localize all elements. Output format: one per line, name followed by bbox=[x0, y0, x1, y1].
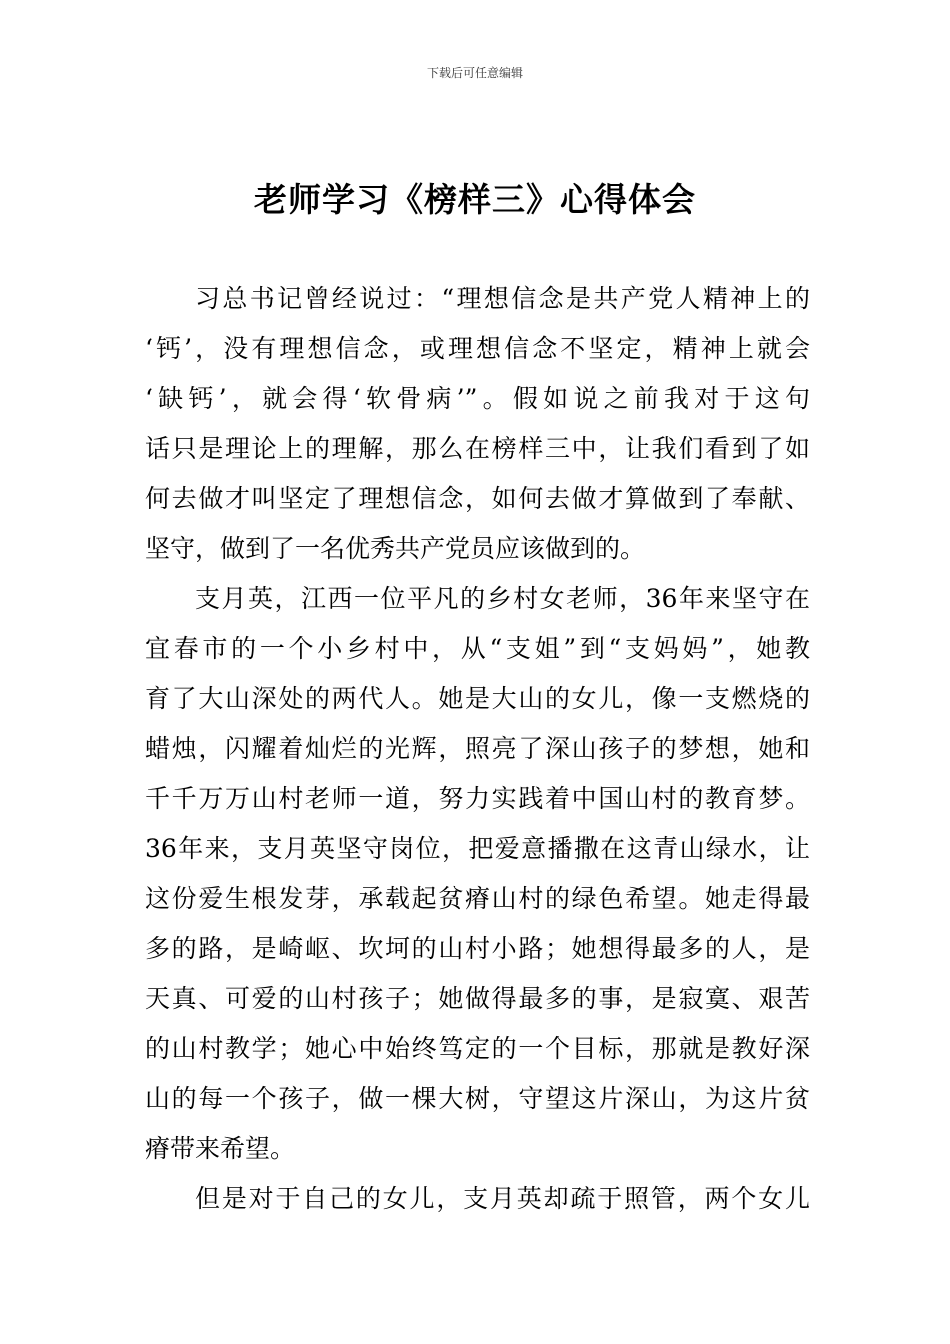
text-line: 但是对于自己的女儿，支月英却疏于照管，两个女儿 bbox=[195, 1184, 810, 1213]
text-line: 宜春市的一个小乡村中，从“支姐”到“支妈妈”，她教 bbox=[145, 634, 810, 663]
header-note: 下载后可任意编辑 bbox=[426, 66, 523, 80]
text-line: ‘钙’，没有理想信念，或理想信念不坚定，精神上就会 bbox=[145, 334, 810, 363]
text-line: 山的每一个孩子，做一棵大树，守望这片深山，为这片贫 bbox=[145, 1084, 810, 1113]
text-line: 习总书记曾经说过：“理想信念是共产党人精神上的 bbox=[195, 284, 810, 313]
text-line: 坚守，做到了一名优秀共产党员应该做到的。 bbox=[145, 534, 646, 563]
paragraph-1 bbox=[145, 274, 810, 574]
text-line: 的山村教学；她心中始终笃定的一个目标，那就是教好深 bbox=[145, 1034, 810, 1063]
paragraph-2 bbox=[145, 574, 810, 1174]
text-line: 支月英，江西一位平凡的乡村女老师，36年来坚守在 bbox=[195, 584, 810, 613]
text-line: 瘠带来希望。 bbox=[145, 1134, 296, 1163]
paragraph-3 bbox=[145, 1174, 810, 1224]
document-title: 老师学习《榜样三》心得体会 bbox=[254, 180, 696, 219]
text-line: 千千万万山村老师一道，努力实践着中国山村的教育梦。 bbox=[145, 784, 810, 813]
text-line: 这份爱生根发芽，承载起贫瘠山村的绿色希望。她走得最 bbox=[145, 884, 810, 913]
text-line: ‘缺钙’，就会得‘软骨病’”。假如说之前我对于这句 bbox=[145, 384, 810, 413]
text-line: 蜡烛，闪耀着灿烂的光辉，照亮了深山孩子的梦想，她和 bbox=[145, 734, 810, 763]
text-line: 36年来，支月英坚守岗位，把爱意播撒在这青山绿水，让 bbox=[145, 834, 810, 863]
text-line: 育了大山深处的两代人。她是大山的女儿，像一支燃烧的 bbox=[145, 684, 810, 713]
text-line: 何去做才叫坚定了理想信念，如何去做才算做到了奉献、 bbox=[145, 484, 810, 513]
text-line: 多的路，是崎岖、坎坷的山村小路；她想得最多的人，是 bbox=[145, 934, 810, 963]
document-body bbox=[145, 274, 810, 1224]
text-line: 天真、可爱的山村孩子；她做得最多的事，是寂寞、艰苦 bbox=[145, 984, 810, 1013]
text-line: 话只是理论上的理解，那么在榜样三中，让我们看到了如 bbox=[145, 434, 810, 463]
